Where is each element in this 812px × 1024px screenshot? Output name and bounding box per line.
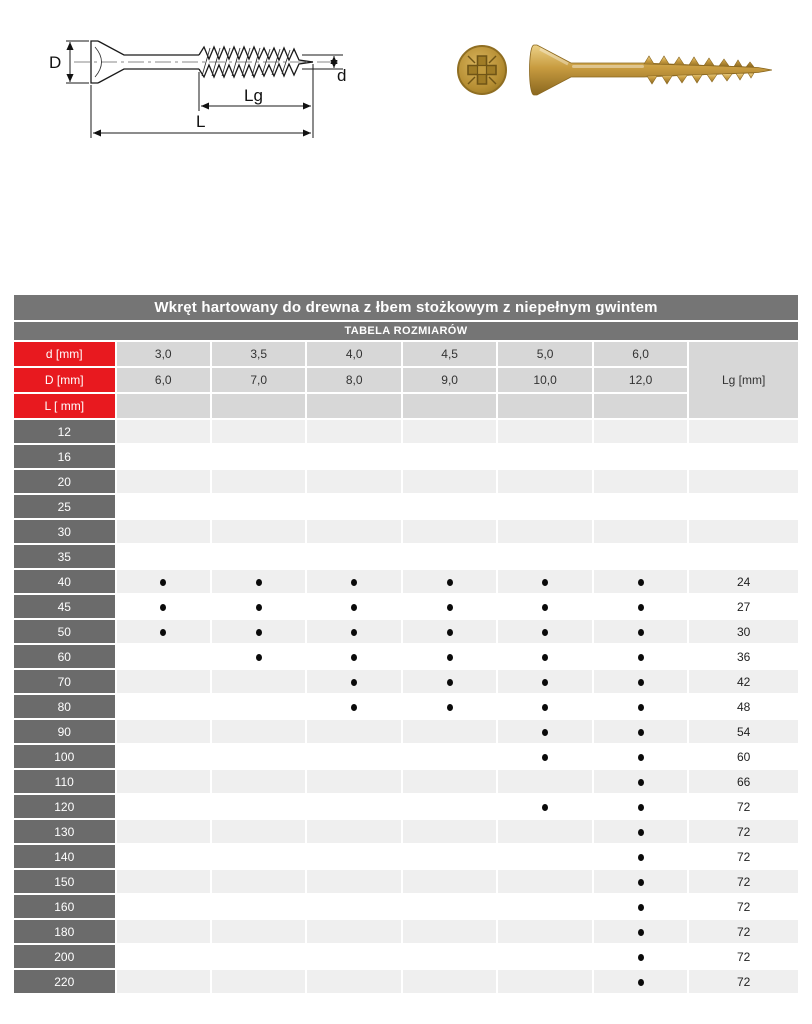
availability-empty-cell bbox=[403, 820, 496, 843]
availability-empty-cell bbox=[307, 470, 400, 493]
availability-dot-icon bbox=[351, 604, 357, 611]
availability-empty-cell bbox=[403, 445, 496, 468]
length-value-cell: 130 bbox=[14, 820, 115, 843]
availability-dot-icon bbox=[160, 604, 166, 611]
availability-dot-icon bbox=[351, 679, 357, 686]
header-empty-cell bbox=[403, 394, 496, 418]
availability-dot-icon bbox=[542, 679, 548, 686]
availability-empty-cell bbox=[212, 470, 305, 493]
gold-screw-photo bbox=[442, 36, 772, 108]
availability-empty-cell bbox=[212, 970, 305, 993]
availability-dot-cell bbox=[307, 695, 400, 718]
lg-value-cell bbox=[689, 520, 798, 543]
availability-dot-cell bbox=[403, 695, 496, 718]
lg-value-cell: 72 bbox=[689, 895, 798, 918]
availability-empty-cell bbox=[212, 695, 305, 718]
availability-empty-cell bbox=[117, 545, 210, 568]
availability-empty-cell bbox=[403, 495, 496, 518]
header-empty-cell bbox=[117, 394, 210, 418]
availability-dot-cell bbox=[594, 595, 687, 618]
lg-value-cell: 72 bbox=[689, 870, 798, 893]
availability-dot-cell bbox=[498, 570, 591, 593]
lg-value-cell bbox=[689, 495, 798, 518]
availability-dot-cell bbox=[498, 670, 591, 693]
availability-dot-cell bbox=[403, 645, 496, 668]
table-row bbox=[14, 895, 798, 918]
availability-dot-icon bbox=[638, 829, 644, 836]
availability-empty-cell bbox=[403, 470, 496, 493]
availability-empty-cell bbox=[403, 970, 496, 993]
header-empty-cell bbox=[307, 394, 400, 418]
availability-dot-cell bbox=[403, 595, 496, 618]
lg-value-cell: 66 bbox=[689, 770, 798, 793]
availability-empty-cell bbox=[117, 795, 210, 818]
availability-empty-cell bbox=[307, 870, 400, 893]
availability-dot-cell bbox=[594, 820, 687, 843]
availability-empty-cell bbox=[307, 720, 400, 743]
availability-dot-icon bbox=[447, 704, 453, 711]
availability-dot-icon bbox=[447, 629, 453, 636]
availability-empty-cell bbox=[212, 920, 305, 943]
availability-dot-cell bbox=[117, 570, 210, 593]
table-row bbox=[14, 970, 798, 993]
screw-side-view bbox=[530, 45, 773, 95]
availability-dot-icon bbox=[351, 704, 357, 711]
availability-dot-cell bbox=[498, 745, 591, 768]
availability-dot-cell bbox=[498, 595, 591, 618]
availability-dot-cell bbox=[498, 695, 591, 718]
availability-dot-cell bbox=[594, 795, 687, 818]
availability-dot-icon bbox=[638, 979, 644, 986]
header-D-label: D [mm] bbox=[14, 368, 115, 392]
header-d-value: 6,0 bbox=[594, 342, 687, 366]
availability-empty-cell bbox=[117, 520, 210, 543]
length-value-cell: 12 bbox=[14, 420, 115, 443]
table-row bbox=[14, 920, 798, 943]
availability-empty-cell bbox=[307, 920, 400, 943]
header-d-value: 4,5 bbox=[403, 342, 496, 366]
size-table bbox=[12, 293, 800, 995]
availability-empty-cell bbox=[212, 420, 305, 443]
availability-dot-icon bbox=[638, 929, 644, 936]
length-value-cell: 35 bbox=[14, 545, 115, 568]
availability-dot-icon bbox=[638, 754, 644, 761]
header-D-value: 6,0 bbox=[117, 368, 210, 392]
lg-value-cell bbox=[689, 445, 798, 468]
availability-dot-cell bbox=[498, 720, 591, 743]
product-photo bbox=[442, 36, 772, 108]
length-value-cell: 70 bbox=[14, 670, 115, 693]
availability-dot-icon bbox=[638, 779, 644, 786]
availability-empty-cell bbox=[498, 920, 591, 943]
availability-empty-cell bbox=[117, 945, 210, 968]
table-row bbox=[14, 745, 798, 768]
availability-empty-cell bbox=[212, 720, 305, 743]
table-title: Wkręt hartowany do drewna z łbem stożkowym z niepełnym gwintem bbox=[14, 295, 798, 320]
availability-empty-cell bbox=[307, 895, 400, 918]
availability-dot-cell bbox=[307, 595, 400, 618]
screw-head-top-view bbox=[458, 46, 506, 94]
length-value-cell: 60 bbox=[14, 645, 115, 668]
availability-dot-icon bbox=[638, 904, 644, 911]
availability-empty-cell bbox=[498, 420, 591, 443]
availability-dot-icon bbox=[256, 629, 262, 636]
availability-dot-cell bbox=[403, 620, 496, 643]
availability-empty-cell bbox=[117, 695, 210, 718]
availability-empty-cell bbox=[498, 445, 591, 468]
availability-dot-cell bbox=[594, 920, 687, 943]
availability-empty-cell bbox=[594, 520, 687, 543]
table-row bbox=[14, 420, 798, 443]
dim-label-D: D bbox=[49, 53, 62, 72]
length-value-cell: 100 bbox=[14, 745, 115, 768]
availability-dot-cell bbox=[594, 845, 687, 868]
availability-dot-cell bbox=[117, 595, 210, 618]
table-row bbox=[14, 870, 798, 893]
availability-dot-icon bbox=[542, 604, 548, 611]
availability-empty-cell bbox=[307, 445, 400, 468]
availability-empty-cell bbox=[307, 420, 400, 443]
availability-dot-cell bbox=[498, 645, 591, 668]
availability-dot-cell bbox=[594, 945, 687, 968]
availability-dot-icon bbox=[160, 629, 166, 636]
availability-dot-icon bbox=[351, 579, 357, 586]
availability-empty-cell bbox=[212, 670, 305, 693]
availability-empty-cell bbox=[307, 495, 400, 518]
availability-empty-cell bbox=[498, 820, 591, 843]
lg-value-cell: 27 bbox=[689, 595, 798, 618]
header-empty-cell bbox=[212, 394, 305, 418]
availability-empty-cell bbox=[307, 970, 400, 993]
length-value-cell: 180 bbox=[14, 920, 115, 943]
length-value-cell: 80 bbox=[14, 695, 115, 718]
availability-empty-cell bbox=[212, 745, 305, 768]
dimension-L bbox=[91, 85, 311, 138]
availability-empty-cell bbox=[307, 945, 400, 968]
availability-empty-cell bbox=[117, 720, 210, 743]
dim-label-d: d bbox=[337, 66, 346, 85]
availability-dot-cell bbox=[594, 620, 687, 643]
availability-dot-icon bbox=[447, 604, 453, 611]
availability-empty-cell bbox=[498, 945, 591, 968]
table-row bbox=[14, 795, 798, 818]
availability-dot-icon bbox=[638, 604, 644, 611]
availability-dot-cell bbox=[498, 795, 591, 818]
availability-dot-cell bbox=[212, 620, 305, 643]
table-row bbox=[14, 445, 798, 468]
availability-dot-cell bbox=[403, 570, 496, 593]
availability-empty-cell bbox=[403, 770, 496, 793]
availability-empty-cell bbox=[117, 645, 210, 668]
length-value-cell: 150 bbox=[14, 870, 115, 893]
availability-dot-icon bbox=[638, 954, 644, 961]
availability-dot-icon bbox=[542, 704, 548, 711]
availability-empty-cell bbox=[403, 545, 496, 568]
availability-dot-cell bbox=[212, 570, 305, 593]
lg-value-cell: 72 bbox=[689, 945, 798, 968]
header-d-label: d [mm] bbox=[14, 342, 115, 366]
table-row bbox=[14, 695, 798, 718]
table-row bbox=[14, 645, 798, 668]
availability-empty-cell bbox=[403, 845, 496, 868]
lg-value-cell: 72 bbox=[689, 845, 798, 868]
availability-empty-cell bbox=[307, 545, 400, 568]
availability-dot-icon bbox=[542, 654, 548, 661]
table-row bbox=[14, 720, 798, 743]
header-d-value: 4,0 bbox=[307, 342, 400, 366]
availability-empty-cell bbox=[117, 895, 210, 918]
table-row bbox=[14, 595, 798, 618]
lg-value-cell bbox=[689, 545, 798, 568]
table-row bbox=[14, 845, 798, 868]
length-value-cell: 40 bbox=[14, 570, 115, 593]
table-row bbox=[14, 570, 798, 593]
availability-dot-cell bbox=[307, 620, 400, 643]
availability-dot-cell bbox=[594, 870, 687, 893]
availability-empty-cell bbox=[212, 545, 305, 568]
availability-dot-icon bbox=[351, 654, 357, 661]
availability-empty-cell bbox=[403, 520, 496, 543]
availability-empty-cell bbox=[403, 745, 496, 768]
availability-empty-cell bbox=[117, 770, 210, 793]
availability-dot-icon bbox=[638, 704, 644, 711]
availability-dot-icon bbox=[542, 579, 548, 586]
availability-dot-cell bbox=[594, 670, 687, 693]
availability-empty-cell bbox=[594, 545, 687, 568]
table-row bbox=[14, 770, 798, 793]
availability-empty-cell bbox=[403, 945, 496, 968]
availability-empty-cell bbox=[307, 795, 400, 818]
table-row bbox=[14, 620, 798, 643]
availability-dot-icon bbox=[256, 579, 262, 586]
header-D-value: 9,0 bbox=[403, 368, 496, 392]
header-L-label: L [ mm] bbox=[14, 394, 115, 418]
table-subtitle: TABELA ROZMIARÓW bbox=[14, 322, 798, 340]
header-empty-cell bbox=[594, 394, 687, 418]
availability-empty-cell bbox=[212, 495, 305, 518]
length-value-cell: 200 bbox=[14, 945, 115, 968]
availability-empty-cell bbox=[403, 720, 496, 743]
availability-dot-icon bbox=[447, 579, 453, 586]
availability-empty-cell bbox=[117, 845, 210, 868]
availability-empty-cell bbox=[117, 670, 210, 693]
table-row bbox=[14, 470, 798, 493]
availability-dot-icon bbox=[351, 629, 357, 636]
table-row bbox=[14, 545, 798, 568]
availability-dot-cell bbox=[594, 770, 687, 793]
availability-empty-cell bbox=[307, 520, 400, 543]
lg-value-cell: 72 bbox=[689, 970, 798, 993]
availability-empty-cell bbox=[403, 895, 496, 918]
availability-dot-icon bbox=[447, 654, 453, 661]
length-value-cell: 25 bbox=[14, 495, 115, 518]
lg-value-cell: 72 bbox=[689, 820, 798, 843]
size-table-body bbox=[14, 420, 798, 993]
availability-empty-cell bbox=[498, 470, 591, 493]
header-D-value: 10,0 bbox=[498, 368, 591, 392]
lg-value-cell: 30 bbox=[689, 620, 798, 643]
availability-dot-icon bbox=[160, 579, 166, 586]
header-D-value: 7,0 bbox=[212, 368, 305, 392]
length-value-cell: 16 bbox=[14, 445, 115, 468]
availability-empty-cell bbox=[117, 820, 210, 843]
availability-dot-cell bbox=[307, 670, 400, 693]
availability-empty-cell bbox=[594, 420, 687, 443]
availability-empty-cell bbox=[403, 920, 496, 943]
availability-dot-icon bbox=[638, 654, 644, 661]
length-value-cell: 20 bbox=[14, 470, 115, 493]
lg-value-cell: 42 bbox=[689, 670, 798, 693]
availability-dot-icon bbox=[638, 579, 644, 586]
availability-empty-cell bbox=[117, 420, 210, 443]
header-d-value: 5,0 bbox=[498, 342, 591, 366]
availability-empty-cell bbox=[498, 970, 591, 993]
availability-dot-cell bbox=[594, 970, 687, 993]
availability-empty-cell bbox=[117, 495, 210, 518]
length-value-cell: 90 bbox=[14, 720, 115, 743]
length-value-cell: 50 bbox=[14, 620, 115, 643]
lg-value-cell bbox=[689, 470, 798, 493]
screw-dimension-diagram bbox=[16, 26, 346, 154]
availability-dot-icon bbox=[638, 729, 644, 736]
availability-empty-cell bbox=[212, 820, 305, 843]
availability-empty-cell bbox=[117, 745, 210, 768]
availability-empty-cell bbox=[498, 845, 591, 868]
availability-empty-cell bbox=[212, 445, 305, 468]
lg-value-cell: 48 bbox=[689, 695, 798, 718]
availability-empty-cell bbox=[212, 945, 305, 968]
availability-dot-cell bbox=[212, 645, 305, 668]
availability-empty-cell bbox=[212, 795, 305, 818]
availability-empty-cell bbox=[307, 845, 400, 868]
availability-empty-cell bbox=[594, 445, 687, 468]
availability-dot-icon bbox=[256, 604, 262, 611]
availability-dot-cell bbox=[117, 620, 210, 643]
availability-dot-cell bbox=[594, 570, 687, 593]
availability-dot-icon bbox=[256, 654, 262, 661]
availability-dot-icon bbox=[638, 629, 644, 636]
availability-dot-icon bbox=[638, 679, 644, 686]
availability-empty-cell bbox=[212, 520, 305, 543]
availability-empty-cell bbox=[117, 445, 210, 468]
lg-value-cell: 60 bbox=[689, 745, 798, 768]
lg-value-cell: 72 bbox=[689, 920, 798, 943]
length-value-cell: 160 bbox=[14, 895, 115, 918]
table-row bbox=[14, 670, 798, 693]
availability-empty-cell bbox=[117, 470, 210, 493]
availability-dot-icon bbox=[542, 754, 548, 761]
availability-empty-cell bbox=[117, 870, 210, 893]
availability-empty-cell bbox=[117, 970, 210, 993]
header-d-value: 3,0 bbox=[117, 342, 210, 366]
availability-dot-cell bbox=[594, 745, 687, 768]
length-value-cell: 110 bbox=[14, 770, 115, 793]
lg-value-cell: 54 bbox=[689, 720, 798, 743]
length-value-cell: 120 bbox=[14, 795, 115, 818]
lg-value-cell bbox=[689, 420, 798, 443]
availability-empty-cell bbox=[212, 845, 305, 868]
availability-empty-cell bbox=[307, 820, 400, 843]
availability-dot-cell bbox=[594, 895, 687, 918]
length-value-cell: 45 bbox=[14, 595, 115, 618]
availability-dot-icon bbox=[638, 879, 644, 886]
availability-empty-cell bbox=[498, 520, 591, 543]
header-D-value: 12,0 bbox=[594, 368, 687, 392]
length-value-cell: 140 bbox=[14, 845, 115, 868]
availability-empty-cell bbox=[403, 420, 496, 443]
table-row bbox=[14, 495, 798, 518]
availability-empty-cell bbox=[212, 895, 305, 918]
availability-dot-cell bbox=[594, 645, 687, 668]
availability-empty-cell bbox=[498, 495, 591, 518]
availability-dot-cell bbox=[307, 645, 400, 668]
lg-value-cell: 36 bbox=[689, 645, 798, 668]
lg-value-cell: 24 bbox=[689, 570, 798, 593]
lg-value-cell: 72 bbox=[689, 795, 798, 818]
technical-drawing bbox=[16, 26, 346, 154]
availability-dot-icon bbox=[542, 729, 548, 736]
availability-empty-cell bbox=[498, 895, 591, 918]
dim-label-L: L bbox=[196, 112, 206, 131]
availability-dot-cell bbox=[307, 570, 400, 593]
availability-dot-cell bbox=[594, 695, 687, 718]
length-value-cell: 220 bbox=[14, 970, 115, 993]
dimension-d bbox=[302, 55, 346, 85]
availability-empty-cell bbox=[403, 795, 496, 818]
availability-empty-cell bbox=[498, 770, 591, 793]
availability-dot-icon bbox=[542, 804, 548, 811]
availability-empty-cell bbox=[594, 470, 687, 493]
availability-dot-cell bbox=[498, 620, 591, 643]
table-row bbox=[14, 945, 798, 968]
availability-empty-cell bbox=[307, 770, 400, 793]
dimension-Lg bbox=[199, 64, 313, 138]
availability-dot-icon bbox=[638, 854, 644, 861]
table-row bbox=[14, 520, 798, 543]
availability-dot-icon bbox=[638, 804, 644, 811]
availability-dot-cell bbox=[403, 670, 496, 693]
header-D-value: 8,0 bbox=[307, 368, 400, 392]
dim-label-Lg: Lg bbox=[244, 86, 263, 105]
availability-dot-icon bbox=[542, 629, 548, 636]
header-lg-label: Lg [mm] bbox=[689, 342, 798, 418]
header-d-value: 3,5 bbox=[212, 342, 305, 366]
availability-empty-cell bbox=[117, 920, 210, 943]
header-empty-cell bbox=[498, 394, 591, 418]
availability-dot-cell bbox=[594, 720, 687, 743]
availability-empty-cell bbox=[212, 870, 305, 893]
availability-empty-cell bbox=[212, 770, 305, 793]
availability-empty-cell bbox=[498, 545, 591, 568]
length-value-cell: 30 bbox=[14, 520, 115, 543]
availability-dot-icon bbox=[447, 679, 453, 686]
availability-dot-cell bbox=[212, 595, 305, 618]
availability-empty-cell bbox=[307, 745, 400, 768]
availability-empty-cell bbox=[594, 495, 687, 518]
availability-empty-cell bbox=[498, 870, 591, 893]
availability-empty-cell bbox=[403, 870, 496, 893]
table-row bbox=[14, 820, 798, 843]
